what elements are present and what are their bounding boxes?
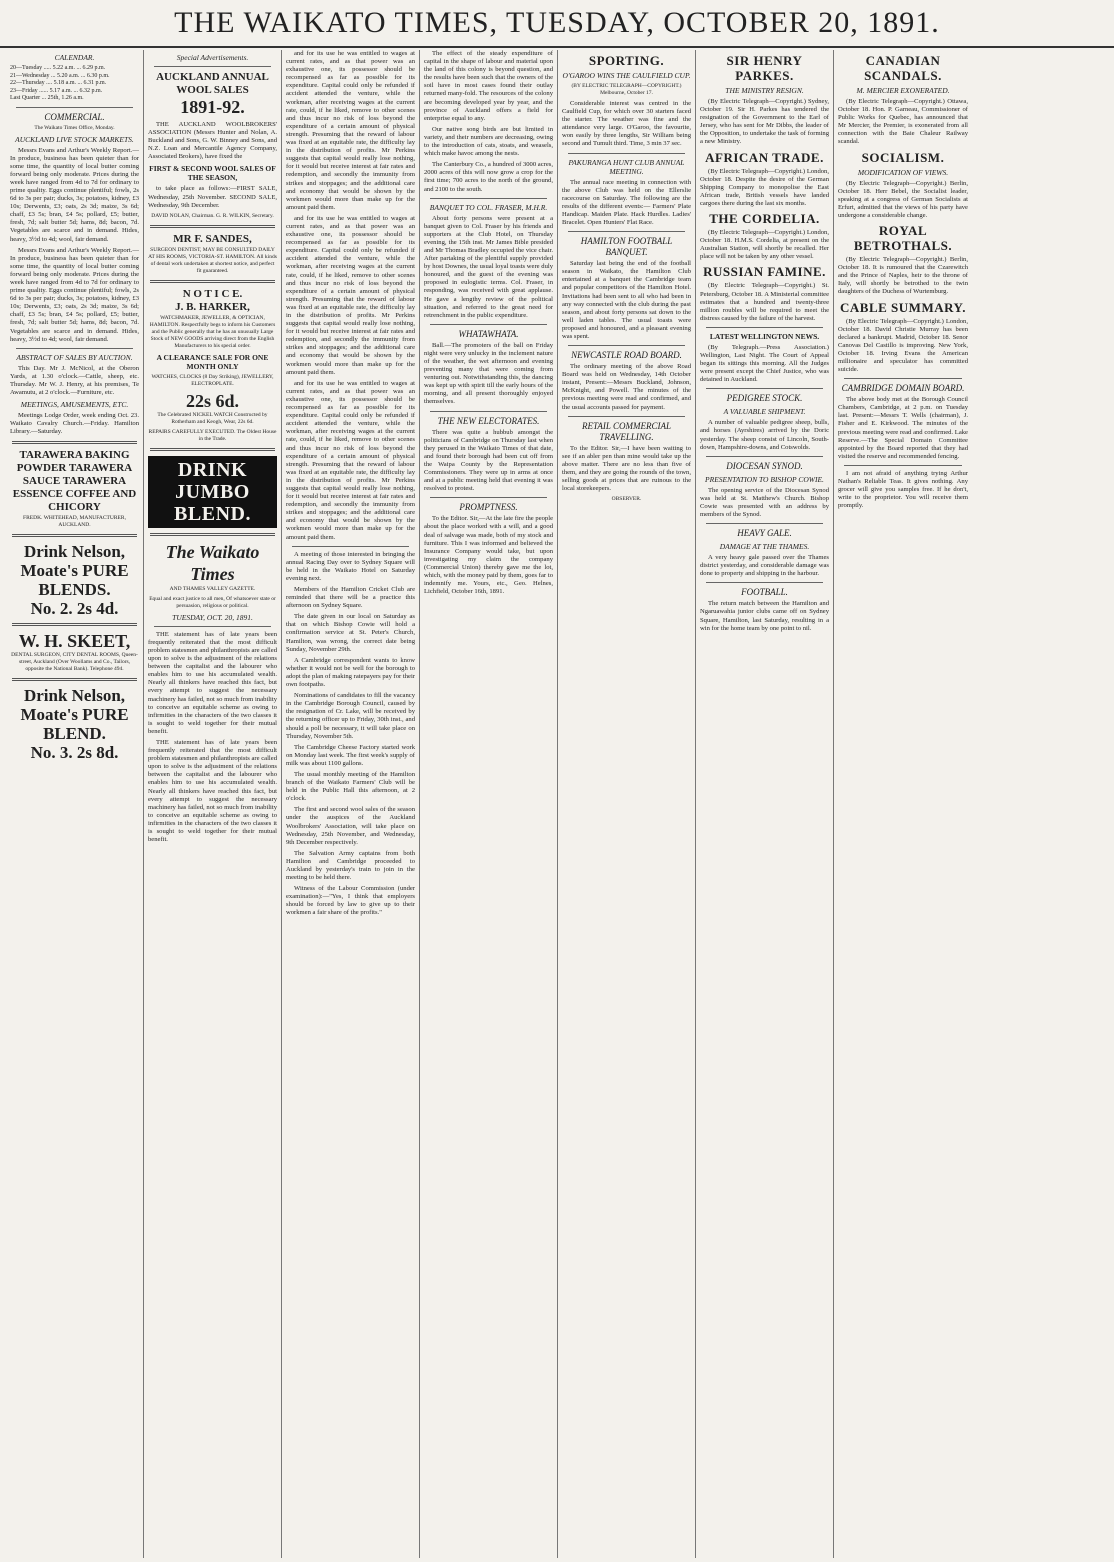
road-board-text: The ordinary meeting of the above Road Board was held on Wednesday, 14th October instant, Present:—Messrs Buckland, Johnson, McKnight, and Powell. The minutes of the previous meeting were read and confirmed, and the usual accounts passed for payment. [562,363,691,411]
blend-price: No. 3. 2s 8d. [30,743,119,763]
repairs-note: REPAIRS CAREFULLY EXECUTED. The Oldest House in the Trade. [148,428,277,442]
wool-sales-signature: DAVID NOLAN, Chairman. G. R. WILKIN, Secretary. [151,212,274,219]
calendar-heading: CALENDAR. [54,53,95,62]
harker-text: WATCHMAKER, JEWELLER, & OPTICIAN, HAMILTON. Respectfully begs to inform his Customers and the Public generally that he has an unusually Large Stock of NEW GOODS arriving direct from the English Manufacturers to his special order. [149,314,276,349]
commercial-sub: The Waikato Times Office, Monday. [34,124,115,131]
watch-price: 22s 6d. [185,390,239,411]
dateline: TUESDAY, OCT. 20, 1891. [172,612,253,622]
retail-text: To the Editor. Sir,—I have been waiting to see if an abler pen than mine would take up the above matter. There are no less than five of them, and they are going the rounds of the town, selling goods at prices that are ruinous to the local storekeepers. [562,444,691,493]
news-item: Witness of the Labour Commission (under examination):—"Yes, I think that employers should be forced by law to give up to their workmen a fair share of the profits." [286,885,415,917]
royal-text: (By Electric Telegraph—Copyright.) Berlin, October 18. It is rumoured that the Czarewitch and the Prince of Naples, heir to the throne of Italy, will shortly be betrothed to the twin daughters of the Duchess of Wurtemburg. [838,256,968,296]
promptness-heading: PROMPTNESS. [459,502,518,513]
cordelia-text: (By Electric Telegraph—Copyright.) London, October 18. H.M.S. Cordelia, at present on the Australian Station, will shortly be recalled. Her place will not be taken by any other vessel. [700,229,829,261]
sporting-heading: SPORTING. [588,53,665,68]
synod-text: The opening service of the Diocesan Synod was held at St. Matthew's Church. Bishop Cowie was presented with an address by members of the Synod. [700,486,829,518]
column-7 [834,50,972,1558]
wool-sales-dates: to take place as follows:—FIRST SALE, Wednesday, 25th November. SECOND SALE, Wednesday, 9th December. [148,185,277,209]
divider [16,107,133,108]
news-item: A meeting of those interested in bringing the annual Racing Day over to Sydney Square will be held in the Waikato Hotel on Saturday evening next. [286,550,415,582]
whitehead-name: FREDK. WHITEHEAD, MANUFACTURER, AUCKLAND. [23,515,126,529]
africa-heading: AFRICAN TRADE. [705,149,824,165]
divider [12,623,137,626]
parkes-heading: SIR HENRY PARKES. [726,53,803,83]
wellington-text: (By Telegraph.—Press Association.) Wellington, Last Night. The Court of Appeal began its sittings this morning. All the Judges were present except the Chief Justice, who was detained in Auckland. [700,343,829,384]
divider [706,327,823,328]
meetings-heading: MEETINGS, AMUSEMENTS, ETC. [20,400,129,410]
divider [568,231,685,232]
gale-heading: HEAVY GALE. [737,528,792,539]
divider [154,626,271,627]
socialism-heading: SOCIALISM. [861,149,945,165]
editorial-text-cont: THE statement has of late years been frequently reiterated that the most difficult problem statesmen and philanthropists are called upon to solve is the adjustment of the relations between the capitalist and the labourer who enables him to use his accumulated wealth. Nearly all thinkers have reached this fact, but every attempt to suggest the necessary machinery has failed, not so much from inability to conceive an equitable scheme as owing to infirmities in the characters of the two classes it is sought to weld together for their mutual benefit. [148,738,277,844]
socialism-sub: MODIFICATION OF VIEWS. [857,167,949,177]
caulfield-text: Considerable interest was centred in the Caulfield Cup, for which over 30 starters faced the starter. The weather was fine and the attendance very large. O'Garoo, the favourite, won easily by three lengths, Sir William being second and Tumult third. Time, 3 min 37 sec. [562,100,691,148]
notice-heading: N O T I C E. [182,287,243,300]
wool-sales-sub: FIRST & SECOND WOOL SALES OF THE SEASON, [149,164,276,183]
banquet-text: About forty persons were present at a banquet given to Col. Fraser by his friends and supporters at the Club Hotel, on Thursday evening, the 15th inst. Mr James Bible presided and Mr Thomas Bradley occupied the vice chair. After partaking of the plentiful supply provided by host Downes, the usual loyal toasts were duly honoured, and the guest of the evening was proposed in eulogistic terms. Col. Fraser, in responding, was received with great applause. He gave a lengthy review of the political situation, and referred to the great need for retrenchment in the public expenditure. [424,214,553,319]
promptness-text: To the Editor. Sir,—At the late fire the people about the place worked with a will, and a good deal of salvage was made, both of my stock and furniture. This I was informed and believed the Insurance Company would take, but upon investigating my claim the company (Commercial Union) thereby gave me the lot, which, with the money paid by them, goes far to indemnify me. Yours, etc., Geo. Helnes, Lichfield, October 16th, 1891. [424,515,553,596]
calendar-row: Last Quarter ... 25th, 1.26 a.m. [10,95,84,101]
tarawera-ad [10,449,139,529]
divider [706,523,823,524]
gale-sub: DAMAGE AT THE THAMES. [719,542,810,552]
harker-name: J. B. HARKER, [175,300,250,313]
clearance-heading: A CLEARANCE SALE FOR ONE MONTH ONLY [156,352,269,371]
sandes-ad [148,233,277,275]
calendar-row: 22—Thursday .... 5.18 a.m. ... 6.31 p.m. [10,80,107,86]
pakuranga-text: The annual race meeting in connection with the above Club was held on the Ellerslie racecourse on Saturday. The following are the results of the different events:— Farmers' Plate Handicap. Maiden Plate. Hack Hurdles. Ladies' Bracelet. Open Hunters' Flat Race. [562,178,691,227]
retail-signature: OBSERVER. [611,496,642,503]
calendar-row: 20—Tuesday ..... 5.22 a.m. ... 6.29 p.m. [10,65,106,71]
market-report-cont: Messrs Evans and Arthur's Weekly Report.—In produce, business has been quieter than for some time, the quantity of local butter coming forward being only moderate. Prices during the week have ranged from 4d to 7d for ordinary to prime quality. Eggs continue plentiful; fowls, 2s 6d to 3s per pair; ducks, 3s; potatoes, kidney, £3 10s; Derwents, £3; oats, 2s 3d; maize, 3s 6d; chaff, £3 5s; bran, £4 5s; pollard, £5; butter, fresh, 7d; salt butter 5d; hams, 8d; bacon, 7d. Vegetables are scarce and in demand. Hides, heavy, 3½d to 4d; wool, fair demand. [10,246,139,343]
football-banquet-heading: HAMILTON FOOTBALL BANQUET. [580,236,673,258]
retail-heading: RETAIL COMMERCIAL TRAVELLING. [582,420,671,442]
divider [568,345,685,346]
divider [706,456,823,457]
sandes-name: MR F. SANDES, [173,232,252,245]
nathan-tea-ad: I am not afraid of anything trying Arthur Nathan's Reliable Teas. It gives nothing. Any grocer will give you samples free. If he don't, write to the proprietor. You will receive them promptly. [838,469,968,510]
divider [706,582,823,583]
wool-sales-text: THE AUCKLAND WOOLBROKERS' ASSOCIATION (Messrs Hunter and Nolan, A. Buckland and Sons, G. W. Binney and Sons, and N.Z. Loan and Mercantile Agency Company, Associated Brokers), have fixed the [148,121,277,161]
caulfield-telegraph: (BY ELECTRIC TELEGRAPH—COPYRIGHT.) Melbourne, October 17. [571,83,682,96]
calendar-row: 23—Friday ...... 5.17 a.m. ... 6.32 p.m. [10,87,103,94]
paper-subtitle: AND THAMES VALLEY GAZETTE. [169,585,256,592]
clearance-sub: WATCHES, CLOCKS (8 Day Striking), JEWELLERY, ELECTROPLATE. [151,373,274,387]
divider [844,465,962,466]
nelson-moate-ad-2 [10,686,139,762]
pedigree-heading: PEDIGREE STOCK. [726,393,803,404]
news-item: The Canterbury Co., a hundred of 3000 acres, 2000 acres of this will now grow a crop for the first time; 700 acres to the north of the ground, and 2100 to the south. [424,161,553,193]
jumbo-blend-ad [148,456,277,528]
canada-text: (By Electric Telegraph—Copyright.) Ottawa, October 18. Hon. P. Garneau, Commissioner of Public Works for Quebec, has announced that Mr Mercier, the Premier, is exonerated from all connection with the Baie Chaleur Railway scandal. [838,98,968,146]
masthead: THE WAIKATO TIMES, TUESDAY, OCTOBER 20, 1891. [0,0,1114,48]
socialism-text: (By Electric Telegraph—Copyright.) Berlin, October 18. Herr Bebel, the Socialist leader, speaking at a congress of German Socialists at Erfurt, admitted that the views of his party have undergone a considerable change. [838,179,968,219]
parkes-sub: THE MINISTRY RESIGN. [725,86,804,95]
parkes-text: (By Electric Telegraph—Copyright.) Sydney, October 19. Sir H. Parkes has tendered the resignation of the Government to the Earl of Jersey, who has sent for Mr Dibbs, the leader of the Opposition, to undertake the task of forming a new Ministry. [700,98,829,146]
editorial-text: THE statement has of late years been frequently reiterated that the most difficult problem statesmen and philanthropists are called upon to solve is the adjustment of the relations between the capitalist and the labourer who enables him to use his accumulated wealth. Nearly all thinkers have reached this fact, but every attempt to suggest the necessary machinery has failed, not so much from inability to conceive an equitable scheme as owing to infirmities in the characters of the two classes it is sought to weld together for their mutual benefit. [148,630,277,735]
synod-heading: DIOCESAN SYNOD. [726,460,803,471]
canada-sub: M. MERCIER EXONERATED. [856,86,950,95]
divider [706,388,823,389]
football-heading: FOOTBALL. [741,587,788,598]
harker-ad [148,288,277,443]
divider [430,411,547,412]
special-ads-heading: Special Advertisements. [176,53,249,62]
whatawhata-heading: WHATAWHATA. [458,328,519,339]
column-3 [282,50,420,1558]
wool-sales-year: 1891-92. [180,97,245,117]
column-2 [144,50,282,1558]
blend-price: No. 2. 2s 4d. [30,599,119,619]
pakuranga-heading: PAKURANGA HUNT CLUB ANNUAL MEETING. [568,157,685,176]
paper-nameplate [148,541,277,622]
cable-text: (By Electric Telegraph—Copyright.) London, October 18. David Christie Murray has been declared a bankrupt. Madrid, October 18. Senor Canovas Del Castillo is improving. New York, October 18. Irving Evans the American millionaire and speculator has committed suicide. [838,317,968,374]
market-heading: AUCKLAND LIVE STOCK MARKETS. [15,134,134,144]
column-1 [6,50,144,1558]
editorial-continued-2: and for its use he was entitled to wages at current rates, and as that power was an exhaustive one, its possessor should be recompensed as far as possible for its expenditure. Capital could only be refunded if accident attended the venture, while the workman, after receiving wages at the current rate, could, if he liked, remove to other scenes and thus incur no risk of loss beyond the expenditure of a certain amount of physical strength. Presuming that the reward of labour was fixed at an equitable rate, the difficulty lay in the distribution of profits. Mr Perkins suggests that capital would really lose nothing, for it would but receive interest at fair rates and redemption, and secondly the immunity from strikes and stoppages; and the additional care and economy that would be shown by the workmen would more than make up for the amount paid them. [286,214,415,376]
column-6 [696,50,834,1558]
wool-sales-title: AUCKLAND ANNUAL WOOL SALES [156,71,269,96]
commercial-heading: COMMERCIAL. [44,111,105,122]
divider [12,534,137,537]
russia-text: (By Electric Telegraph—Copyright.) St. Petersburg, October 18. A Ministerial committee estimates that a hundred and twenty-three million roubles will be required to meet the distress caused by the failure of the harvest. [700,282,829,322]
news-item: Nominations of candidates to fill the vacancy in the Cambridge Borough Council, caused by the resignation of Cr. Lake, will be received by the returning officer up to Friday, 30th inst., and should a poll be necessary, it will take place on Thursday, November 5th. [286,692,415,740]
abstract-text: This Day. Mr J. McNicol, at the Oberon Yards, at 1.30 o'clock.—Cattle, sheep, etc. Thursday. Mr W. J. Henry, at his premises, Te Awamutu, at 2 o'clock.—Furniture, etc. [10,364,139,397]
news-item: Our native song birds are but limited in variety, and their numbers are decreasing, owing to the introduction of cats, stoats, and weasels, which make havoc among the nests. [424,125,553,158]
cordelia-heading: THE CORDELIA. [709,211,820,227]
skeet-name: W. H. SKEET, [18,631,131,652]
caulfield-heading: O'GAROO WINS THE CAULFIELD CUP. [562,71,691,80]
divider [150,280,275,283]
news-item: The usual monthly meeting of the Hamilton branch of the Waikato Farmers' Club will be held in the Public Hall this afternoon, at 2 o'clock. [286,770,415,803]
skeet-details: DENTAL SURGEON, CITY DENTAL ROOMS, Queen-street, Auckland (Over Woollams and Co., Tailors, opposite the National Bank). Telephone 494. [11,652,138,673]
wellington-heading: LATEST WELLINGTON NEWS. [709,331,820,341]
nelson-moate-ad-1 [10,542,139,618]
news-item: The first and second wool sales of the season under the auspices of the Auckland Woolbrokers' Association, will take place on Wednesday, 25th November, and Wednesday, 9th December respectively. [286,806,415,846]
domain-board-text: The above body met at the Borough Council Chambers, Cambridge, at 2 p.m. on Tuesday last. Present:—Messrs T. Wells (chairman), J. Fisher and E. Kirkwood. The minutes of the previous meeting were read and confirmed. Lake Reserve.—The Special Domain Committee appointed by the Board reported that they had visited the reserve and recommended fencing. [838,396,968,460]
divider [150,533,275,536]
news-item: The Cambridge Cheese Factory started work on Monday last week. The first week's supply of milk was about 1100 gallons. [286,743,415,767]
news-item: A Cambridge correspondent wants to know whether it would not be well for the borough to adopt the plan of making ratepayers pay for their own footpaths. [286,656,415,689]
divider [154,66,271,67]
sandes-text: SURGEON DENTIST, MAY BE CONSULTED DAILY AT HIS ROOMS, VICTORIA-ST. HAMILTON. All kinds of dental work undertaken at shortest notice, and perfect fit guaranteed. [148,246,277,274]
divider [430,198,547,199]
divider [430,497,547,498]
tarawera-products: TARAWERA BAKING POWDER TARAWERA SAUCE TARAWERA ESSENCE COFFEE AND CHICORY [12,449,137,514]
divider [150,225,275,228]
divider [12,678,137,681]
electorates-text: There was quite a hubbub amongst the politicians of Cambridge on Thursday last when they perused in the Waikato Times of that date, and found their borough had been cut off from the Waipa County by the Representation Commissioners. They were up in arms at once and at a public meeting held that evening it was resolved to protest. [424,428,553,493]
royal-heading: ROYAL BETROTHALS. [853,223,953,254]
blend-title: Drink Nelson, Moate's PURE BLENDS. [20,542,129,600]
news-item: The effect of the steady expenditure of capital in the shape of labour and material upon the land of this colony is beyond question, and the results have been such that the owners of the soil have in most cases found their outlay returned many-fold. The resources of the colony are becoming developed year by year, and the province of Auckland offers a field for enterprise equal to any. [424,50,553,122]
cable-heading: CABLE SUMMARY. [840,299,966,315]
paper-motto: Equal and exact justice to all men, Of whatsoever state or persuasion, religious or political. [149,595,276,609]
divider [150,448,275,451]
canada-heading: CANADIAN SCANDALS. [864,53,942,83]
calendar-table [10,65,139,103]
editorial-continued-3: and for its use he was entitled to wages at current rates, and as that power was an exhaustive one, its possessor should be recompensed as far as possible for its expenditure. Capital could only be refunded if accident attended the venture, while the workman, after receiving wages at the current rate, could, if he liked, remove to other scenes and thus incur no risk of loss beyond the expenditure of a certain amount of physical strength. Presuming that the reward of labour was fixed at an equitable rate, the difficulty lay in the distribution of profits. Mr Perkins suggests that capital would really lose nothing, for it would but receive interest at fair rates and redemption, and secondly the immunity from strikes and stoppages; and the additional care and economy that would be shown by the workmen would more than make up for the amount paid them. [286,379,415,541]
skeet-ad [10,631,139,673]
synod-sub: PRESENTATION TO BISHOP COWIE. [705,474,824,484]
news-item: The Salvation Army captains from both Hamilton and Cambridge proceeded to Auckland by yesterday's train to join in the meeting to be held there. [286,849,415,882]
news-item: The date given in our local on Saturday as that on which Bishop Cowie will hold a confirmation service at St. Peter's Church, Hamilton, was wrong, the correct date being Sunday, November 29th. [286,613,415,653]
column-4 [420,50,558,1558]
africa-text: (By Electric Telegraph—Copyright.) London, October 18. Despite the desire of the German Shipping Company to monopolise the East African trade, British vessels have landed cargoes there during the last six months. [700,167,829,207]
electorates-heading: THE NEW ELECTORATES. [437,415,540,426]
banquet-heading: BANQUET TO COL. FRASER, M.H.R. [429,202,548,212]
wool-sales-ad [148,71,277,117]
domain-board-heading: CAMBRIDGE DOMAIN BOARD. [841,383,965,394]
nickel-watch: The Celebrated NICKEL WATCH Constructed by Rotherham and Keogh, Wear, 22s 6d. [157,411,268,425]
abstract-heading: ABSTRACT OF SALES BY AUCTION. [16,352,133,362]
paper-title: The Waikato Times [165,541,260,584]
column-5 [558,50,696,1558]
divider [844,378,962,379]
blend-title: Drink Nelson, Moate's PURE BLEND. [20,686,129,744]
whatawhata-text: Ball.—The promoters of the ball on Friday night were very unlucky in the inclement nature of the weather, the wet afternoon and evening preventing many that were coming from venturing out. Notwithstanding this, the dancing was kept up with spirit till the early hours of the morning, and all present thoroughly enjoyed themselves. [424,341,553,406]
divider [568,416,685,417]
divider [568,153,685,154]
divider [12,441,137,444]
gale-text: A very heavy gale passed over the Thames district yesterday, and considerable damage was done to property and shipping in the harbour. [700,554,829,578]
road-board-heading: NEWCASTLE ROAD BOARD. [571,350,682,361]
jumbo-blend: DRINK JUMBO BLEND. [148,456,277,528]
news-item: Members of the Hamilton Cricket Club are reminded that there will be a practice this afternoon on Sydney Square. [286,586,415,610]
russia-heading: RUSSIAN FAMINE. [703,264,826,280]
pedigree-sub: A VALUABLE SHIPMENT. [723,407,806,417]
divider [430,324,547,325]
meetings-text: Meetings Lodge Order, week ending Oct. 23. Waikato Cavalry Church.—Friday. Hamilton Library.—Saturday. [10,412,139,436]
calendar-row: 21—Wednesday ... 5.20 a.m. ... 6.30 p.m. [10,72,110,79]
pedigree-text: A number of valuable pedigree sheep, bulls, and horses (Ayrshires) arrived by the Doric yesterday. The sheep consist of Lincoln, South-down, Hampshire-downs, and Cotswolds. [700,419,829,451]
divider [16,348,133,349]
football-banquet-text: Saturday last being the end of the football season in Waikato, the Hamilton Club entertained at a banquet the Cambridge team and popular competitors of the Hamilton Hotel. Invitations had been sent to all who had been in any way connected with the club during the past season, and about forty persons sat down to the well laden tables. The usual toasts were proposed and honoured, and a pleasant evening was spent. [562,260,691,340]
market-report: Messrs Evans and Arthur's Weekly Report.—In produce, business has been quieter than for some time, the quantity of local butter coming forward being only moderate. Prices during the week have ranged from 4d to 7d for ordinary to prime quality. Eggs continue plentiful; fowls, 2s 6d to 3s per pair; ducks, 3s; potatoes, kidney, £3 10s; Derwents, £3; oats, 2s 3d; maize, 3s 6d; chaff, £3 5s; bran, £4 5s; pollard, £5; butter, fresh, 7d; salt butter 5d; hams, 8d; bacon, 7d. Vegetables are scarce and in demand. Hides, heavy, 3½d to 4d; wool, fair demand. [10,146,139,243]
divider [292,546,409,547]
football-text: The return match between the Hamilton and Ngaruawahia junior clubs came off on Sydney Square, Hamilton, last Saturday, resulting in a win for the home team by one point to nil. [700,600,829,632]
editorial-continued: and for its use he was entitled to wages at current rates, and as that power was an exhaustive one, its possessor should be recompensed as far as possible for its expenditure. Capital could only be refunded if accident attended the venture, while the workman, after receiving wages at the current rate, could, if he liked, remove to other scenes and thus incur no risk of loss beyond the expenditure of a certain amount of physical strength. Presuming that the reward of labour was fixed at an equitable rate, the difficulty lay in the distribution of profits. Mr Perkins suggests that capital would really lose nothing, for it would but receive interest at fair rates and redemption, and secondly the immunity from strikes and stoppages; and the additional care and economy that would be shown by the workmen would more than make up for the amount paid them. [286,50,415,211]
